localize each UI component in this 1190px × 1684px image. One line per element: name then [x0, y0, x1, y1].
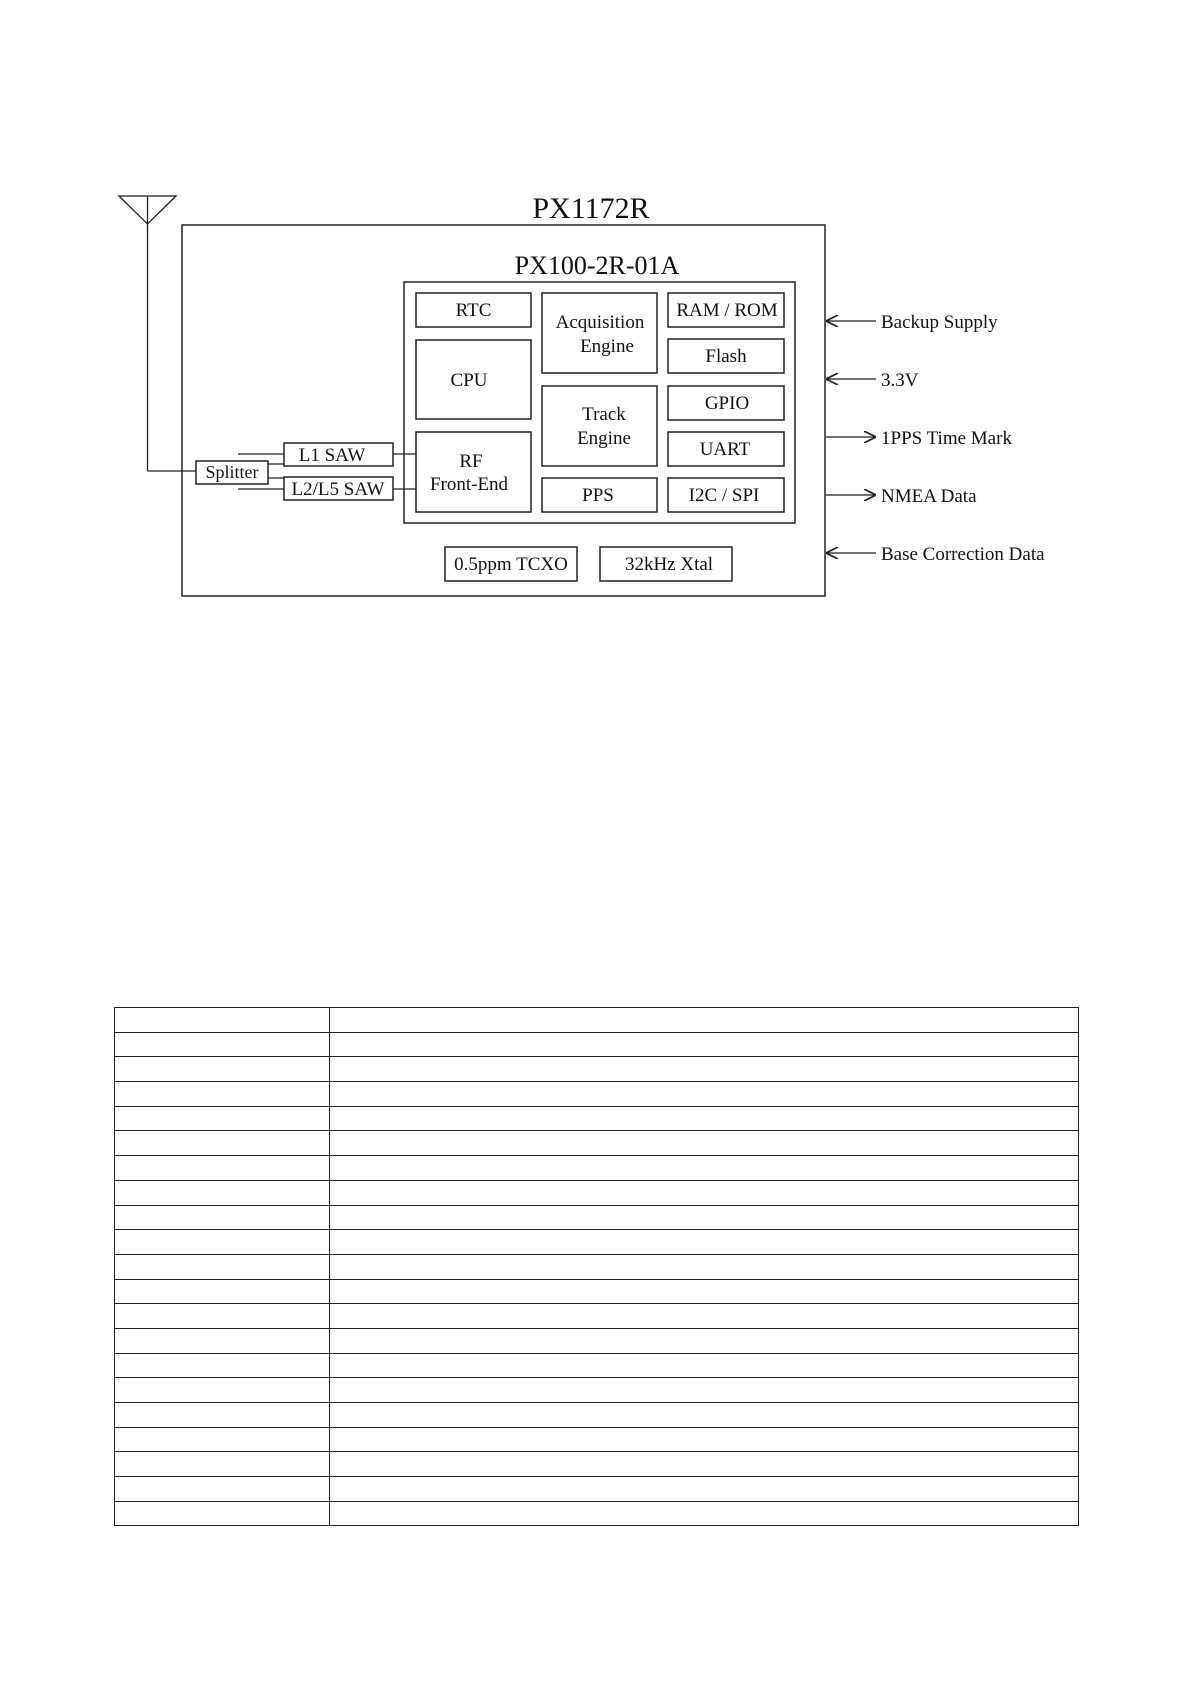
table-cell-value: [330, 1057, 1079, 1082]
acquisition-label-line2: Engine: [580, 336, 634, 357]
table-cell-value: [330, 1353, 1079, 1378]
table-cell-value: [330, 1328, 1079, 1353]
antenna-icon: [119, 196, 176, 471]
table-row: [115, 1378, 1079, 1403]
backup-supply-label: Backup Supply: [881, 312, 998, 333]
rtc-label: RTC: [455, 300, 492, 321]
table-cell-label: [115, 1254, 330, 1279]
nmea-data-label: NMEA Data: [881, 486, 977, 507]
track-label-line2: Engine: [577, 428, 631, 449]
table-cell-value: [330, 1427, 1079, 1452]
table-cell-label: [115, 1501, 330, 1526]
table-row: [115, 1328, 1079, 1353]
table-cell-value: [330, 1378, 1079, 1403]
splitter-label: Splitter: [205, 462, 259, 482]
table-row: [115, 1501, 1079, 1526]
table-cell-label: [115, 1328, 330, 1353]
block-diagram: [0, 0, 1190, 640]
table-row: [115, 1477, 1079, 1502]
spec-table-body: [115, 1008, 1079, 1526]
spec-table: [114, 1007, 1079, 1526]
rf-label-line1: RF: [459, 451, 483, 472]
rf-frontend-block: [416, 432, 531, 512]
table-row: [115, 1205, 1079, 1230]
table-cell-value: [330, 1279, 1079, 1304]
table-cell-value: [330, 1205, 1079, 1230]
l1-saw-label: L1 SAW: [298, 445, 366, 466]
table-cell-value: [330, 1501, 1079, 1526]
table-cell-label: [115, 1057, 330, 1082]
table-cell-value: [330, 1008, 1079, 1033]
table-cell-label: [115, 1427, 330, 1452]
table-row: [115, 1156, 1079, 1181]
table-cell-value: [330, 1403, 1079, 1428]
table-cell-label: [115, 1477, 330, 1502]
table-row: [115, 1230, 1079, 1255]
acquisition-engine-block: [542, 293, 657, 373]
table-cell-label: [115, 1279, 330, 1304]
module-title: PX1172R: [532, 192, 650, 225]
table-cell-value: [330, 1180, 1079, 1205]
table-cell-value: [330, 1304, 1079, 1329]
table-cell-label: [115, 1452, 330, 1477]
table-cell-label: [115, 1403, 330, 1428]
table-row: [115, 1353, 1079, 1378]
table-cell-label: [115, 1304, 330, 1329]
table-cell-label: [115, 1008, 330, 1033]
acquisition-label-line1: Acquisition: [555, 312, 645, 333]
table-cell-label: [115, 1032, 330, 1057]
table-row: [115, 1180, 1079, 1205]
table-cell-value: [330, 1477, 1079, 1502]
table-cell-label: [115, 1106, 330, 1131]
table-cell-value: [330, 1032, 1079, 1057]
table-cell-value: [330, 1254, 1079, 1279]
table-cell-label: [115, 1353, 330, 1378]
base-correction-label: Base Correction Data: [881, 544, 1045, 565]
table-cell-value: [330, 1106, 1079, 1131]
flash-label: Flash: [705, 346, 747, 367]
uart-label: UART: [699, 439, 751, 460]
table-row: [115, 1106, 1079, 1131]
track-label-line1: Track: [582, 404, 626, 425]
table-cell-value: [330, 1452, 1079, 1477]
table-cell-label: [115, 1205, 330, 1230]
table-row: [115, 1032, 1079, 1057]
tcxo-label: 0.5ppm TCXO: [454, 554, 568, 575]
table-row: [115, 1008, 1079, 1033]
table-row: [115, 1082, 1079, 1107]
chip-title: PX100-2R-01A: [514, 251, 680, 280]
table-row: [115, 1427, 1079, 1452]
gpio-label: GPIO: [704, 393, 750, 414]
table-row: [115, 1254, 1079, 1279]
table-row: [115, 1304, 1079, 1329]
track-engine-block: [542, 386, 657, 466]
l2l5-saw-label: L2/L5 SAW: [291, 479, 385, 500]
table-cell-label: [115, 1378, 330, 1403]
table-cell-label: [115, 1156, 330, 1181]
table-cell-label: [115, 1180, 330, 1205]
table-cell-value: [330, 1131, 1079, 1156]
table-cell-label: [115, 1082, 330, 1107]
table-row: [115, 1057, 1079, 1082]
v33-label: 3.3V: [881, 370, 919, 391]
pps-time-mark-label: 1PPS Time Mark: [881, 428, 1012, 449]
table-cell-value: [330, 1082, 1079, 1107]
table-row: [115, 1403, 1079, 1428]
cpu-label: CPU: [450, 370, 488, 391]
rf-label-line2: Front-End: [429, 474, 509, 495]
table-row: [115, 1131, 1079, 1156]
pps-label: PPS: [582, 485, 614, 506]
xtal-label: 32kHz Xtal: [624, 554, 714, 575]
table-cell-label: [115, 1230, 330, 1255]
table-row: [115, 1279, 1079, 1304]
table-cell-value: [330, 1156, 1079, 1181]
table-cell-label: [115, 1131, 330, 1156]
ram-rom-label: RAM / ROM: [676, 300, 778, 321]
i2c-spi-label: I2C / SPI: [688, 485, 760, 506]
table-cell-value: [330, 1230, 1079, 1255]
table-row: [115, 1452, 1079, 1477]
